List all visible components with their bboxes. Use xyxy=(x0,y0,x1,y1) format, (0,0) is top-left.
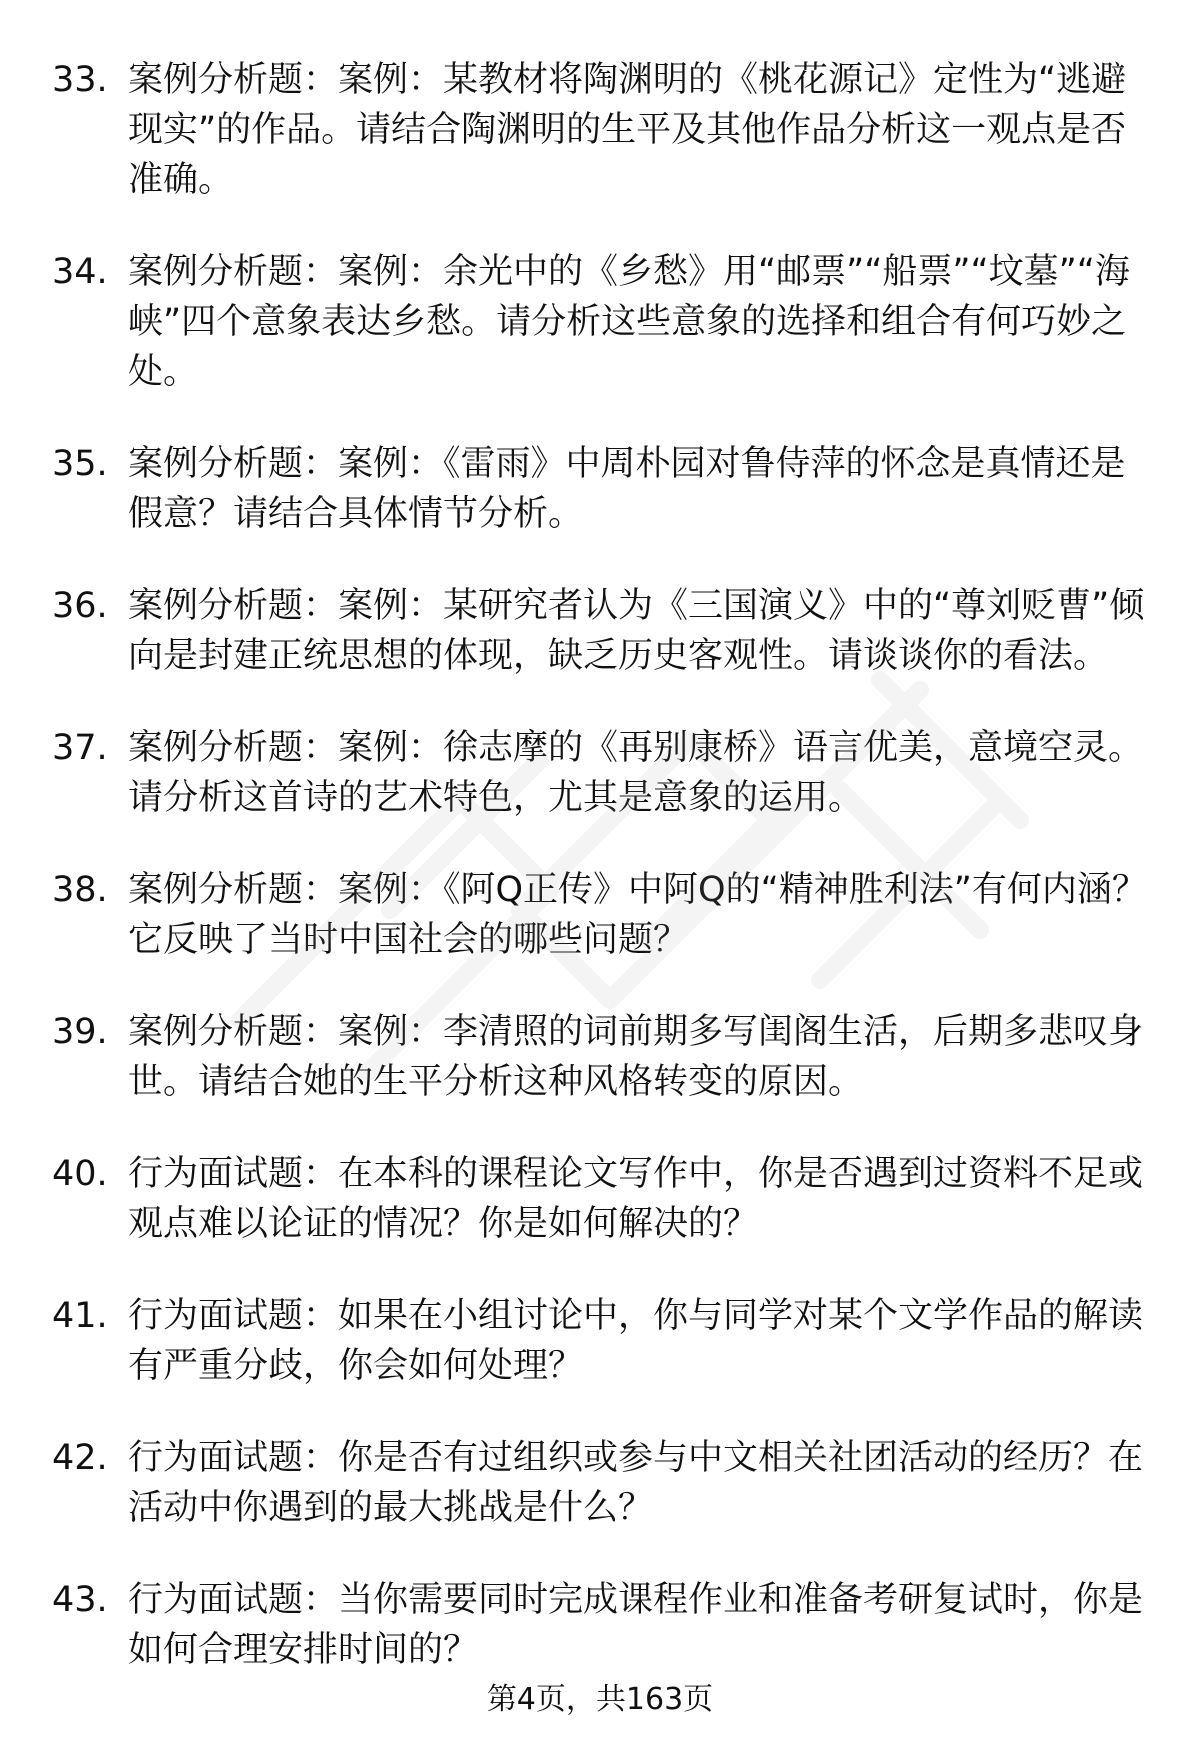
question-item xyxy=(0,1291,1200,1391)
question-number: 39. xyxy=(52,1012,108,1052)
question-number: 41. xyxy=(52,1296,108,1336)
question-text: 案例分析题：案例：李清照的词前期多写闺阁生活，后期多悲叹身世。请结合她的生平分析这种风格转变的原因。 xyxy=(128,1012,1144,1102)
question-item xyxy=(0,865,1200,965)
page-footer: 第4页，共163页 xyxy=(486,1682,714,1717)
question-text: 行为面试题：当你需要同时完成课程作业和准备考研复试时，你是如何合理安排时间的？ xyxy=(128,1580,1144,1670)
question-text: 行为面试题：你是否有过组织或参与中文相关社团活动的经历？在活动中你遇到的最大挑战是什么？ xyxy=(128,1438,1144,1528)
question-item xyxy=(0,439,1200,539)
question-item xyxy=(0,55,1200,205)
question-item xyxy=(0,723,1200,823)
question-text: 案例分析题：案例：某研究者认为《三国演义》中的“尊刘贬曹”倾向是封建正统思想的体现，缺乏历史客观性。请谈谈你的看法。 xyxy=(128,586,1145,676)
question-text: 案例分析题：案例：《阿Q正传》中阿Q的“精神胜利法”有何内涵？它反映了当时中国社会的哪些问题？ xyxy=(128,870,1147,960)
question-text: 行为面试题：在本科的课程论文写作中，你是否遇到过资料不足或观点难以论证的情况？你是如何解决的？ xyxy=(128,1154,1144,1244)
question-number: 37. xyxy=(52,728,108,768)
question-number: 34. xyxy=(52,252,108,292)
question-item xyxy=(0,1149,1200,1249)
question-number: 33. xyxy=(52,60,108,100)
question-text: 案例分析题：案例：余光中的《乡愁》用“邮票”“船票”“坟墓”“海峡”四个意象表达乡愁。请分析这些意象的选择和组合有何巧妙之处。 xyxy=(128,252,1130,392)
question-item xyxy=(0,1007,1200,1107)
question-item xyxy=(0,1575,1200,1675)
question-item xyxy=(0,1433,1200,1533)
question-list xyxy=(0,55,1200,1717)
question-number: 43. xyxy=(52,1580,108,1620)
question-number: 36. xyxy=(52,586,108,626)
question-number: 38. xyxy=(52,870,108,910)
question-item xyxy=(0,581,1200,681)
question-number: 35. xyxy=(52,444,108,484)
question-text: 案例分析题：案例：徐志摩的《再别康桥》语言优美，意境空灵。请分析这首诗的艺术特色，尤其是意象的运用。 xyxy=(128,728,1144,818)
question-text: 案例分析题：案例：某教材将陶渊明的《桃花源记》定性为“逃避现实”的作品。请结合陶渊明的生平及其他作品分析这一观点是否准确。 xyxy=(128,60,1127,200)
question-number: 40. xyxy=(52,1154,108,1194)
question-item xyxy=(0,247,1200,397)
question-text: 行为面试题：如果在小组讨论中，你与同学对某个文学作品的解读有严重分歧，你会如何处理？ xyxy=(128,1296,1144,1386)
question-number: 42. xyxy=(52,1438,108,1478)
question-text: 案例分析题：案例：《雷雨》中周朴园对鲁侍萍的怀念是真情还是假意？请结合具体情节分析。 xyxy=(128,444,1126,534)
